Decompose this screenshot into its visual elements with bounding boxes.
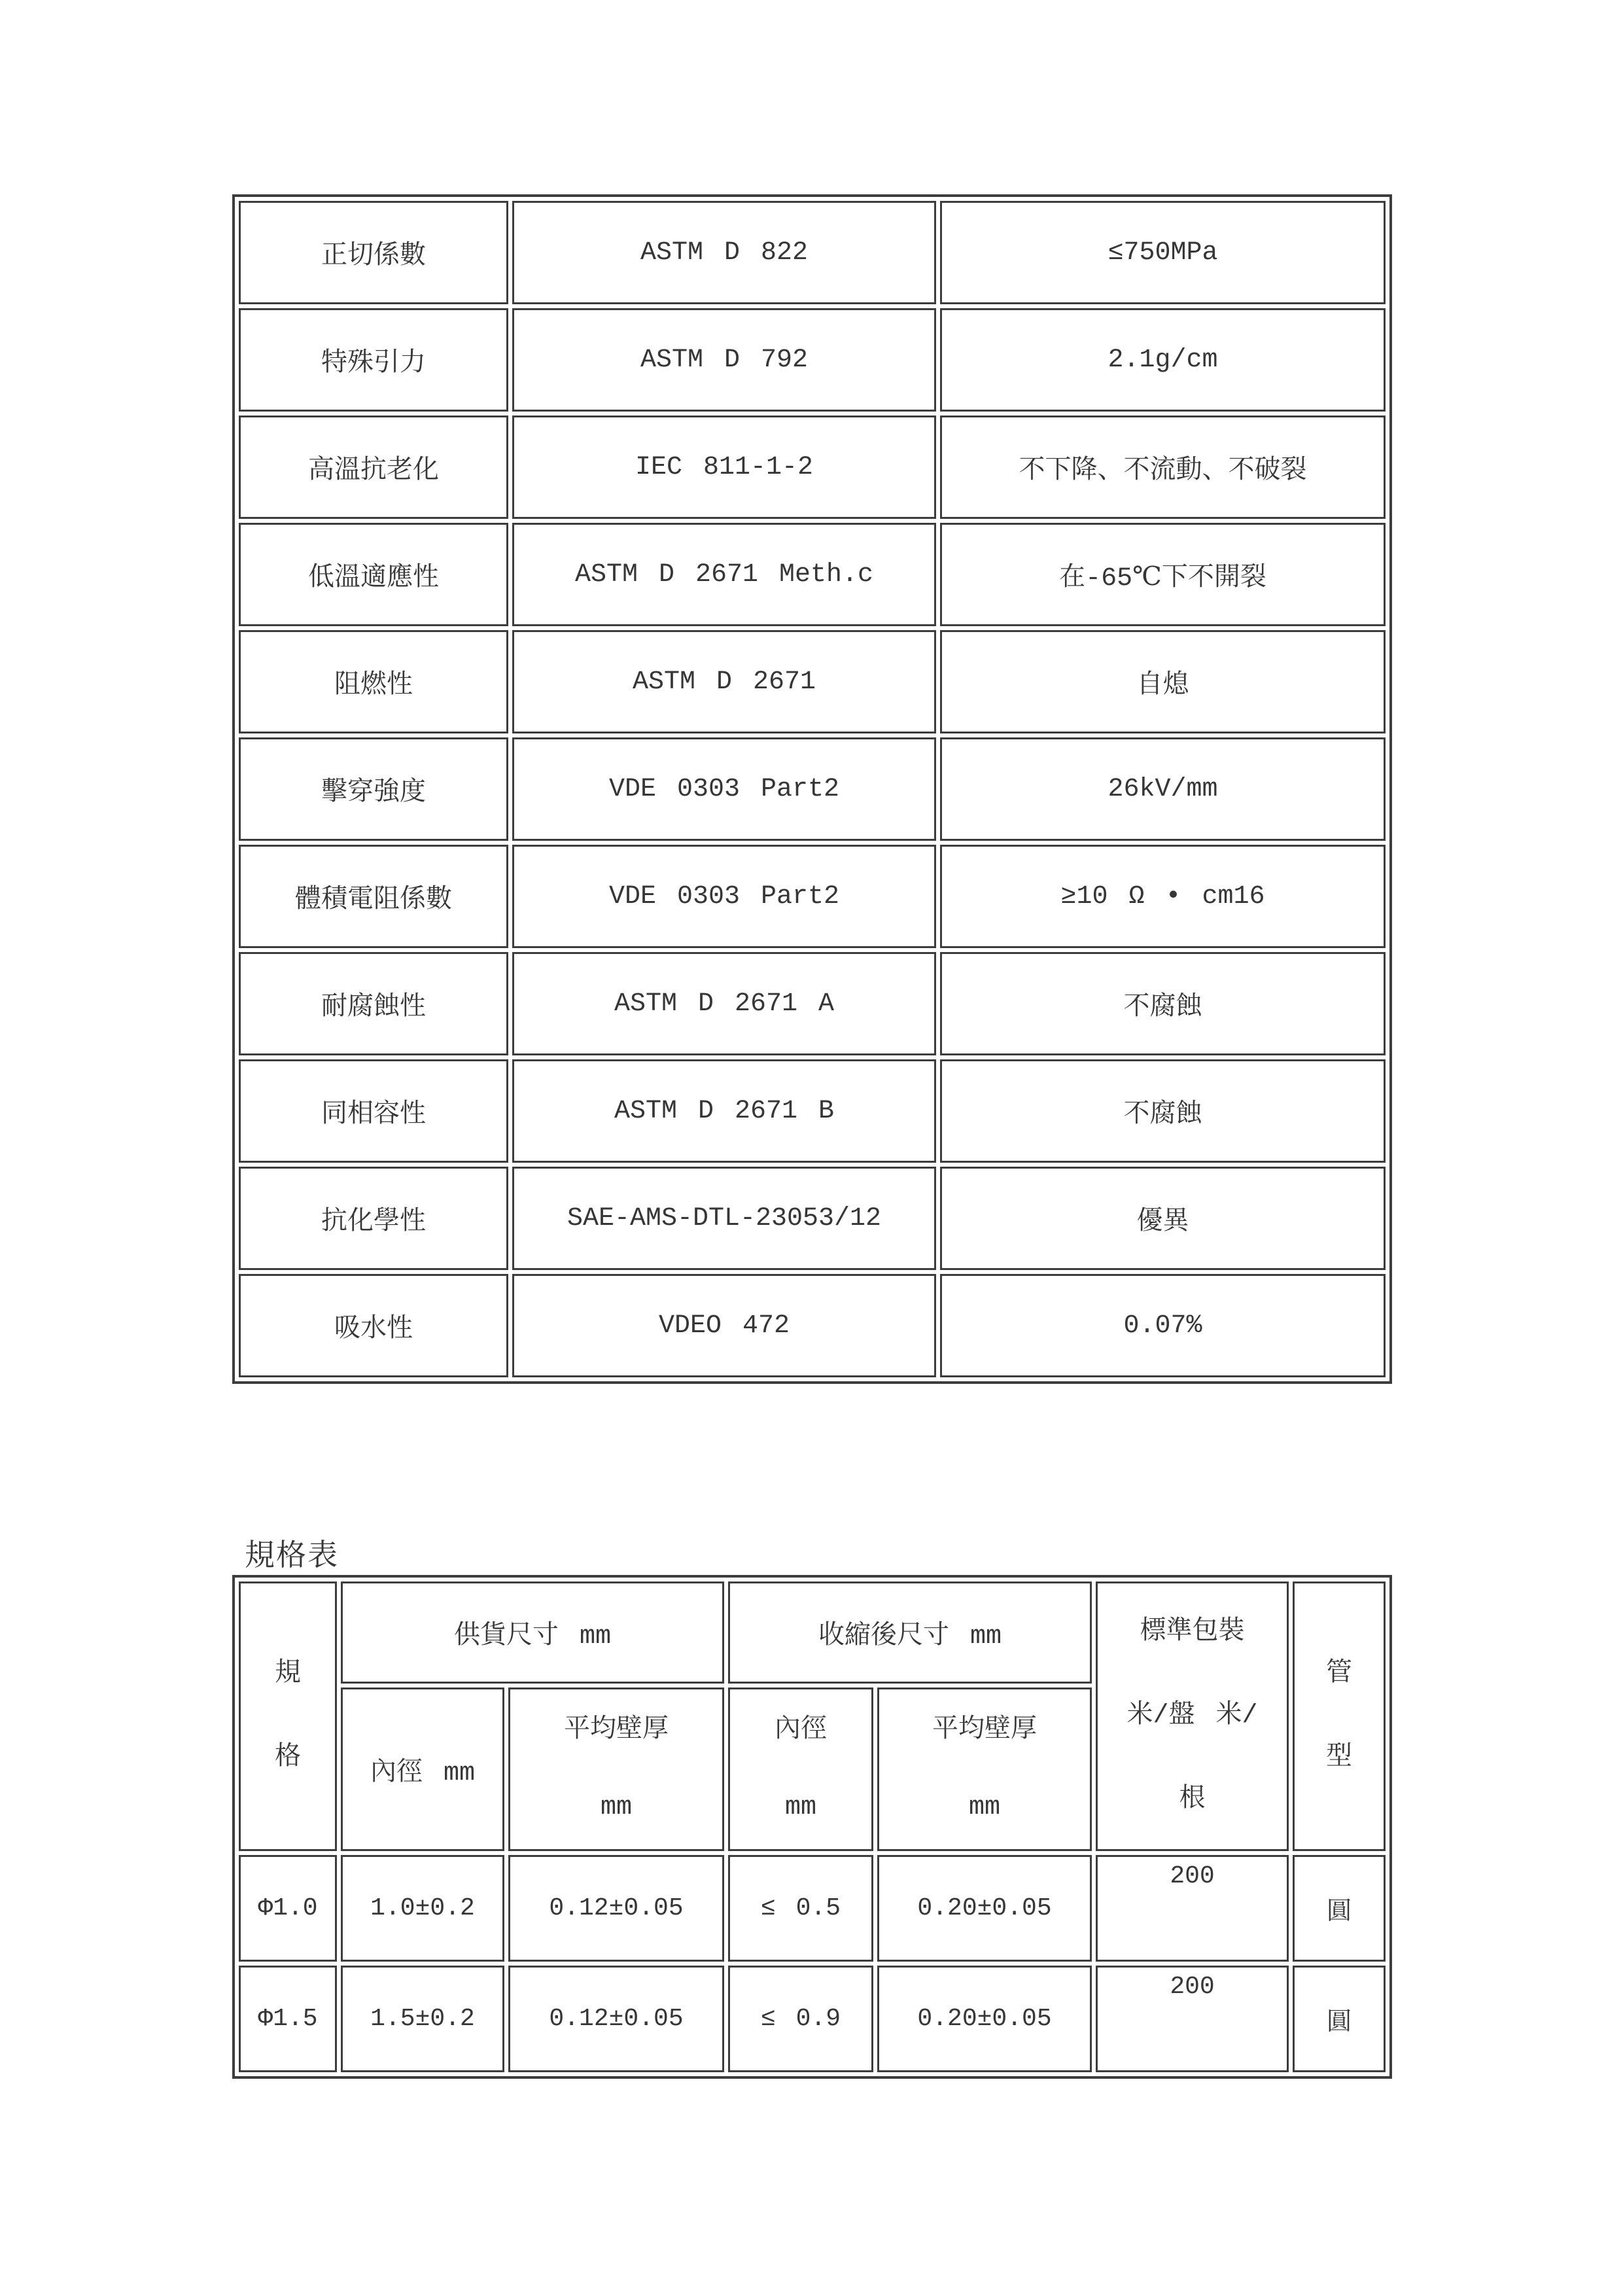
property-cell: 體積電阻係數 [239, 845, 508, 948]
tube-type-cell: 圓 [1293, 1855, 1386, 1962]
standard-cell: ASTM D 2671 [512, 630, 936, 733]
property-cell: 高溫抗老化 [239, 415, 508, 519]
table-row [239, 630, 1386, 733]
property-cell: 正切係數 [239, 201, 508, 304]
table-row [239, 308, 1386, 412]
value-cell: 自熄 [940, 630, 1386, 733]
packing-header-line: 根 [1179, 1785, 1206, 1814]
header-line: mm [785, 1793, 817, 1822]
spec-header-line: 規 [275, 1659, 301, 1689]
supply-wall-cell: 0.12±0.05 [508, 1966, 724, 2072]
properties-table [232, 194, 1392, 1384]
supply-inner-cell: 1.0±0.2 [341, 1855, 504, 1962]
table-row [239, 1059, 1386, 1163]
spec-cell: Φ1.5 [239, 1966, 337, 2072]
standard-cell: ASTM D 2671 B [512, 1059, 936, 1163]
supply-wall-thickness-header [508, 1687, 724, 1851]
table-row [239, 415, 1386, 519]
shrunk-inner-diameter-header [728, 1687, 873, 1851]
value-cell: 優異 [940, 1167, 1386, 1270]
property-cell: 擊穿強度 [239, 737, 508, 841]
spec-cell: Φ1.0 [239, 1855, 337, 1962]
spec-header-row-1 [239, 1581, 1386, 1684]
shrunk-inner-cell: ≤ 0.5 [728, 1855, 873, 1962]
supply-wall-cell: 0.12±0.05 [508, 1855, 724, 1962]
table-row [239, 201, 1386, 304]
table-row [239, 523, 1386, 626]
packing-header [1096, 1581, 1289, 1851]
standard-cell: IEC 811-1-2 [512, 415, 936, 519]
table-row [239, 845, 1386, 948]
value-cell: 不腐蝕 [940, 1059, 1386, 1163]
shrunk-size-group-header: 收縮後尺寸 mm [728, 1581, 1092, 1684]
value-cell: 不腐蝕 [940, 952, 1386, 1055]
property-cell: 耐腐蝕性 [239, 952, 508, 1055]
header-line: mm [969, 1793, 1001, 1822]
tube-type-cell: 圓 [1293, 1966, 1386, 2072]
header-line: 平均壁厚 [932, 1716, 1038, 1745]
standard-cell: SAE-AMS-DTL-23053/12 [512, 1167, 936, 1270]
supply-size-group-header: 供貨尺寸 mm [341, 1581, 724, 1684]
packing-cell: 200 [1096, 1855, 1289, 1962]
spec-data-row [239, 1966, 1386, 2072]
property-cell: 特殊引力 [239, 308, 508, 412]
standard-cell: VDE 0303 Part2 [512, 737, 936, 841]
header-line: 平均壁厚 [564, 1716, 669, 1745]
value-cell: 在-65℃下不開裂 [940, 523, 1386, 626]
supply-inner-diameter-header: 內徑 mm [341, 1687, 504, 1851]
table-row [239, 1167, 1386, 1270]
tube-type-header-line: 型 [1326, 1743, 1353, 1773]
shrunk-wall-thickness-header [877, 1687, 1092, 1851]
shrunk-inner-cell: ≤ 0.9 [728, 1966, 873, 2072]
spec-column-header [239, 1581, 337, 1851]
property-cell: 阻燃性 [239, 630, 508, 733]
packing-cell: 200 [1096, 1966, 1289, 2072]
spec-header-line: 格 [275, 1743, 301, 1773]
shrunk-wall-cell: 0.20±0.05 [877, 1855, 1092, 1962]
standard-cell: VDEO 472 [512, 1274, 936, 1377]
standard-cell: ASTM D 792 [512, 308, 936, 412]
table-row [239, 737, 1386, 841]
value-cell: 不下降、不流動、不破裂 [940, 415, 1386, 519]
standard-cell: VDE 0303 Part2 [512, 845, 936, 948]
property-cell: 抗化學性 [239, 1167, 508, 1270]
standard-cell: ASTM D 2671 A [512, 952, 936, 1055]
standard-cell: ASTM D 822 [512, 201, 936, 304]
spec-table [232, 1575, 1392, 2079]
value-cell: 26kV/mm [940, 737, 1386, 841]
header-line: mm [601, 1793, 633, 1822]
property-cell: 低溫適應性 [239, 523, 508, 626]
tube-type-header [1293, 1581, 1386, 1851]
shrunk-wall-cell: 0.20±0.05 [877, 1966, 1092, 2072]
value-cell: 2.1g/cm [940, 308, 1386, 412]
spec-data-row [239, 1855, 1386, 1962]
header-line: 內徑 [775, 1716, 828, 1745]
standard-cell: ASTM D 2671 Meth.c [512, 523, 936, 626]
value-cell: ≤750MPa [940, 201, 1386, 304]
table-row [239, 1274, 1386, 1377]
property-cell: 吸水性 [239, 1274, 508, 1377]
value-cell: ≥10 Ω • cm16 [940, 845, 1386, 948]
tube-type-header-line: 管 [1326, 1659, 1353, 1689]
supply-inner-cell: 1.5±0.2 [341, 1966, 504, 2072]
value-cell: 0.07% [940, 1274, 1386, 1377]
packing-header-line: 米/盤 米/ [1126, 1701, 1258, 1731]
table-row [239, 952, 1386, 1055]
property-cell: 同相容性 [239, 1059, 508, 1163]
spec-table-title: 規格表 [245, 1540, 339, 1574]
packing-header-line: 標準包裝 [1140, 1617, 1245, 1647]
